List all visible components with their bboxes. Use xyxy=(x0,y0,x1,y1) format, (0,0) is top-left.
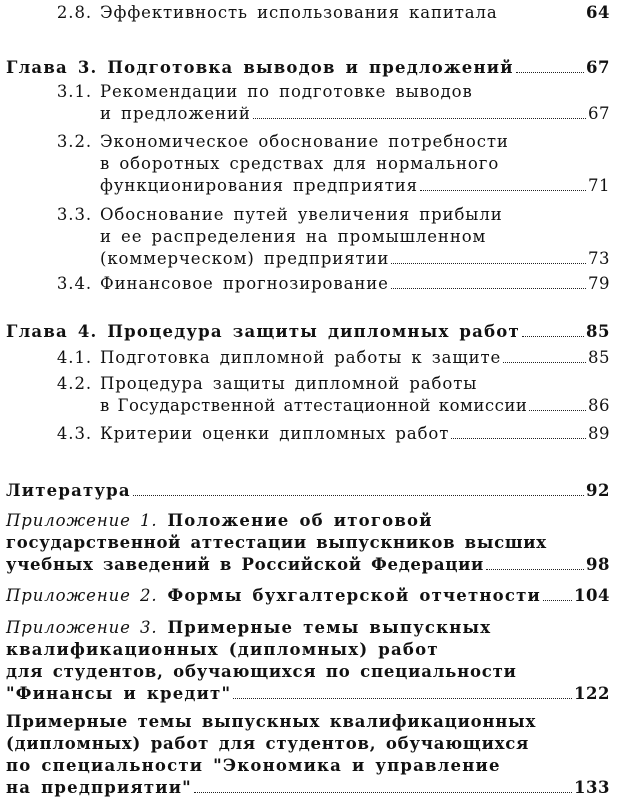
section-title-line: функционирования предприятия xyxy=(100,176,418,195)
dot-leader xyxy=(543,599,572,601)
chapter-title: Глава 3. Подготовка выводов и предложений xyxy=(6,58,514,77)
page-number: 133 xyxy=(574,778,610,797)
appendix-label: Приложение 3. xyxy=(6,618,158,637)
dot-leader xyxy=(500,16,584,18)
dot-leader xyxy=(133,494,584,496)
section-title: Эффективность использования капитала xyxy=(100,3,498,22)
toc-entry-3-4 xyxy=(54,273,610,295)
section-title: Финансовое прогнозирование xyxy=(100,274,389,293)
page-number: 79 xyxy=(588,274,610,293)
page-number: 98 xyxy=(586,555,610,574)
toc-appendix-1 xyxy=(6,510,610,576)
topics-title-line: по специальности "Экономика и управление xyxy=(6,756,501,775)
page-number: 67 xyxy=(586,58,610,77)
appendix-title-line: "Финансы и кредит" xyxy=(6,684,232,703)
dot-leader xyxy=(522,335,584,337)
section-title-line: и предложений xyxy=(100,104,251,123)
topics-title-line: (дипломных) работ для студентов, обучающихся xyxy=(6,734,530,753)
toc-topics xyxy=(6,711,610,799)
appendix-label: Приложение 1. xyxy=(6,511,158,530)
dot-leader xyxy=(253,117,586,119)
section-number: 3.2. xyxy=(56,132,92,151)
dot-leader xyxy=(516,71,584,73)
dot-leader xyxy=(420,189,586,191)
page-number: 71 xyxy=(588,176,610,195)
section-number: 4.2. xyxy=(56,374,92,393)
section-title-line: в оборотных средствах для нормального xyxy=(100,154,500,173)
toc-chapter-3 xyxy=(6,57,610,79)
toc-entry-4-3 xyxy=(54,423,610,445)
section-title-line: Процедура защиты дипломной работы xyxy=(100,374,478,393)
page-number: 67 xyxy=(588,104,610,123)
page-number: 92 xyxy=(586,481,610,500)
page-number: 85 xyxy=(588,348,610,367)
page-number: 64 xyxy=(586,3,610,22)
toc-appendix-2 xyxy=(6,585,610,607)
appendix-label: Приложение 2. xyxy=(6,586,158,605)
page-number: 73 xyxy=(588,249,610,268)
toc-chapter-4 xyxy=(6,321,610,343)
section-title: Подготовка дипломной работы к защите xyxy=(100,348,502,367)
section-title-line: Рекомендации по подготовке выводов xyxy=(100,82,473,101)
toc-appendix-3 xyxy=(6,617,610,705)
appendix-title-line: учебных заведений в Российской Федерации xyxy=(6,555,484,574)
page-number: 122 xyxy=(574,684,610,703)
appendix-title-line: Положение об итоговой xyxy=(167,511,433,530)
page-number: 86 xyxy=(588,396,610,415)
dot-leader xyxy=(391,262,586,264)
toc-entry-2-8 xyxy=(54,2,610,24)
section-title-line: и ее распределения на промышленном xyxy=(100,227,487,246)
toc-entry-3-3 xyxy=(54,204,610,270)
section-number: 3.1. xyxy=(56,82,92,101)
page-number: 104 xyxy=(574,586,610,605)
page-number: 89 xyxy=(588,424,610,443)
section-title: Критерии оценки дипломных работ xyxy=(100,424,450,443)
dot-leader xyxy=(233,697,572,699)
toc-entry-3-2 xyxy=(54,131,610,197)
page-number: 85 xyxy=(586,322,610,341)
section-number: 3.4. xyxy=(56,274,92,293)
dot-leader xyxy=(194,791,572,793)
section-title-line: в Государственной аттестационной комиссии xyxy=(100,396,528,415)
section-title-line: Экономическое обоснование потребности xyxy=(100,132,509,151)
topics-title-line: Примерные темы выпускных квалификационных xyxy=(6,712,537,731)
toc-entry-3-1 xyxy=(54,81,610,125)
section-title-line: (коммерческом) предприятии xyxy=(100,249,390,268)
section-number: 3.3. xyxy=(56,205,92,224)
dot-leader xyxy=(451,437,586,439)
appendix-title-line: Примерные темы выпускных xyxy=(167,618,492,637)
chapter-title: Глава 4. Процедура защиты дипломных работ xyxy=(6,322,520,341)
appendix-title-line: государственной аттестации выпускников высших xyxy=(6,533,547,552)
section-number: 4.3. xyxy=(56,424,92,443)
dot-leader xyxy=(503,361,586,363)
appendix-title-line: квалификационных (дипломных) работ xyxy=(6,640,439,659)
dot-leader xyxy=(486,568,584,570)
section-number: 2.8. xyxy=(56,3,92,22)
section-title-line: Обоснование путей увеличения прибыли xyxy=(100,205,503,224)
appendix-title-line: для студентов, обучающихся по специальности xyxy=(6,662,517,681)
literature-title: Литература xyxy=(6,481,131,500)
appendix-title: Формы бухгалтерской отчетности xyxy=(167,586,541,605)
dot-leader xyxy=(391,287,586,289)
dot-leader xyxy=(529,409,586,411)
topics-title-line: на предприятии" xyxy=(6,778,192,797)
toc-entry-4-2 xyxy=(54,373,610,417)
section-number: 4.1. xyxy=(56,348,92,367)
toc-literature xyxy=(6,480,610,502)
toc-entry-4-1 xyxy=(54,347,610,369)
